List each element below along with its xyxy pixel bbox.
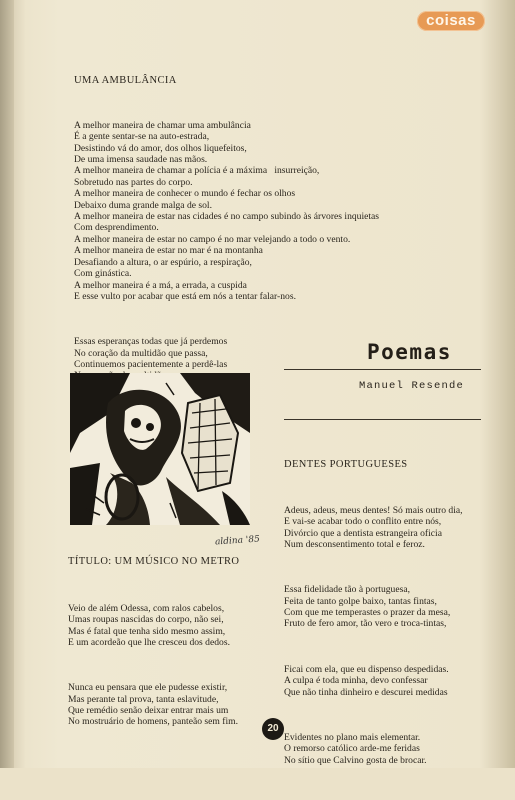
poem-line: E um acordeão que lhe cresceu dos dedos. <box>68 637 230 649</box>
poem-line: Nunca eu pensara que ele pudesse existir, <box>68 682 228 694</box>
poem-line: É a gente sentar-se na auto-estrada, <box>74 131 210 143</box>
poem-line: Essa fidelidade tão à portuguesa, <box>284 584 411 596</box>
poem-title-ambulancia: UMA AMBULÂNCIA <box>74 75 177 86</box>
poem-line: Com que me temperastes o prazer da mesa, <box>284 607 451 619</box>
poem-line: Mas é fatal que tenha sido mesmo assim, <box>68 625 226 637</box>
page-binding-shadow <box>0 0 14 768</box>
poem-line: Com ginástica. <box>74 268 132 280</box>
poem-line: De uma imensa saudade nas mãos. <box>74 154 208 166</box>
poem-line: Que não tinha dinheiro e descurei medidas <box>284 686 448 698</box>
section-heading-poemas: Poemas <box>367 340 452 364</box>
stanza <box>284 732 463 766</box>
poem-line: Com desprendimento. <box>74 222 159 234</box>
poem-line: Adeus, adeus, meus dentes! Só mais outro dia, <box>284 504 463 516</box>
poem-line: Umas roupas nascidas do corpo, não sei, <box>68 614 224 626</box>
poem-line: A melhor maneira de chamar uma ambulância <box>74 119 251 131</box>
poem-line: Divórcio que a dentista estrangeira oficia <box>284 527 442 539</box>
poem-line: Desafiando a altura, o ar espúrio, a respiração, <box>74 256 252 268</box>
divider-rule <box>284 369 481 370</box>
stanza <box>68 682 238 728</box>
poem-line: A melhor maneira é a má, a errada, a cuspida <box>74 279 247 291</box>
poem-line: O remorso católico arde-me feridas <box>284 743 420 755</box>
illustrator-signature: aldina '85 <box>214 534 261 548</box>
poem-line: Debaixo duma grande malga de sol. <box>74 199 212 211</box>
poem-ambulancia <box>74 97 379 416</box>
stanza <box>74 120 379 303</box>
stanza <box>284 664 463 698</box>
poem-line: No mostruário de homens, panteão sem fim. <box>68 716 238 728</box>
poem-line: Fruto de fero amor, tão vero e troca-tintas, <box>284 618 447 630</box>
poem-line: Sobretudo nas partes do corpo. <box>74 176 193 188</box>
poem-dentes <box>284 482 463 800</box>
magazine-logo: coisas <box>417 11 485 31</box>
poem-line: Num desconsentimento total e feroz. <box>284 539 425 551</box>
divider-rule <box>284 419 481 420</box>
poem-line: Evidentes no plano mais elementar. <box>284 731 421 743</box>
poem-line: A melhor maneira de conhecer o mundo é fechar os olhos <box>74 188 296 200</box>
ink-illustration <box>70 373 250 525</box>
poem-line: E vai-se acabar todo o conflito entre nós, <box>284 516 442 528</box>
poem-line: A culpa é toda minha, devo confessar <box>284 675 428 687</box>
stanza <box>284 505 463 551</box>
poem-line: Ficai com ela, que eu dispenso despedidas. <box>284 663 449 675</box>
poem-line: A melhor maneira de chamar a polícia é a máxima insurreição, <box>74 165 320 177</box>
poem-metro <box>68 580 238 762</box>
stanza <box>68 603 238 649</box>
poem-line: No coração da multidão que passa, <box>74 347 208 359</box>
poem-title-dentes: DENTES PORTUGUESES <box>284 459 408 470</box>
poem-line: A melhor maneira de estar no mar é na montanha <box>74 245 263 257</box>
stanza <box>284 584 463 630</box>
poem-line: Desistindo vá do amor, dos olhos liquefeitos, <box>74 142 247 154</box>
poem-line: Feita de tanto golpe baixo, tantas fintas, <box>284 595 437 607</box>
poem-line: No sítio que Calvino gosta de brocar. <box>284 754 427 766</box>
poem-line: Mas perante tal prova, tanta eslavitude, <box>68 693 219 705</box>
page-number: 20 <box>262 718 284 740</box>
poem-line: Que remédio senão deixar entrar mais um <box>68 705 229 717</box>
poem-line: Veio de além Odessa, com ralos cabelos, <box>68 602 225 614</box>
poem-line: E esse vulto por acabar que está em nós a tentar falar-nos. <box>74 290 296 302</box>
poem-title-metro: TÍTULO: UM MÚSICO NO METRO <box>68 556 240 567</box>
poem-line: Essas esperanças todas que já perdemos <box>74 336 228 348</box>
ink-drawing-icon <box>70 373 250 525</box>
poem-line: A melhor maneira de estar no campo é no mar velejando a todo o vento. <box>74 233 351 245</box>
author-name: Manuel Resende <box>359 380 465 392</box>
poem-line: A melhor maneira de estar nas cidades é no campo subindo às árvores inquietas <box>74 211 380 223</box>
poem-line: Continuemos pacientemente a perdê-las <box>74 358 228 370</box>
